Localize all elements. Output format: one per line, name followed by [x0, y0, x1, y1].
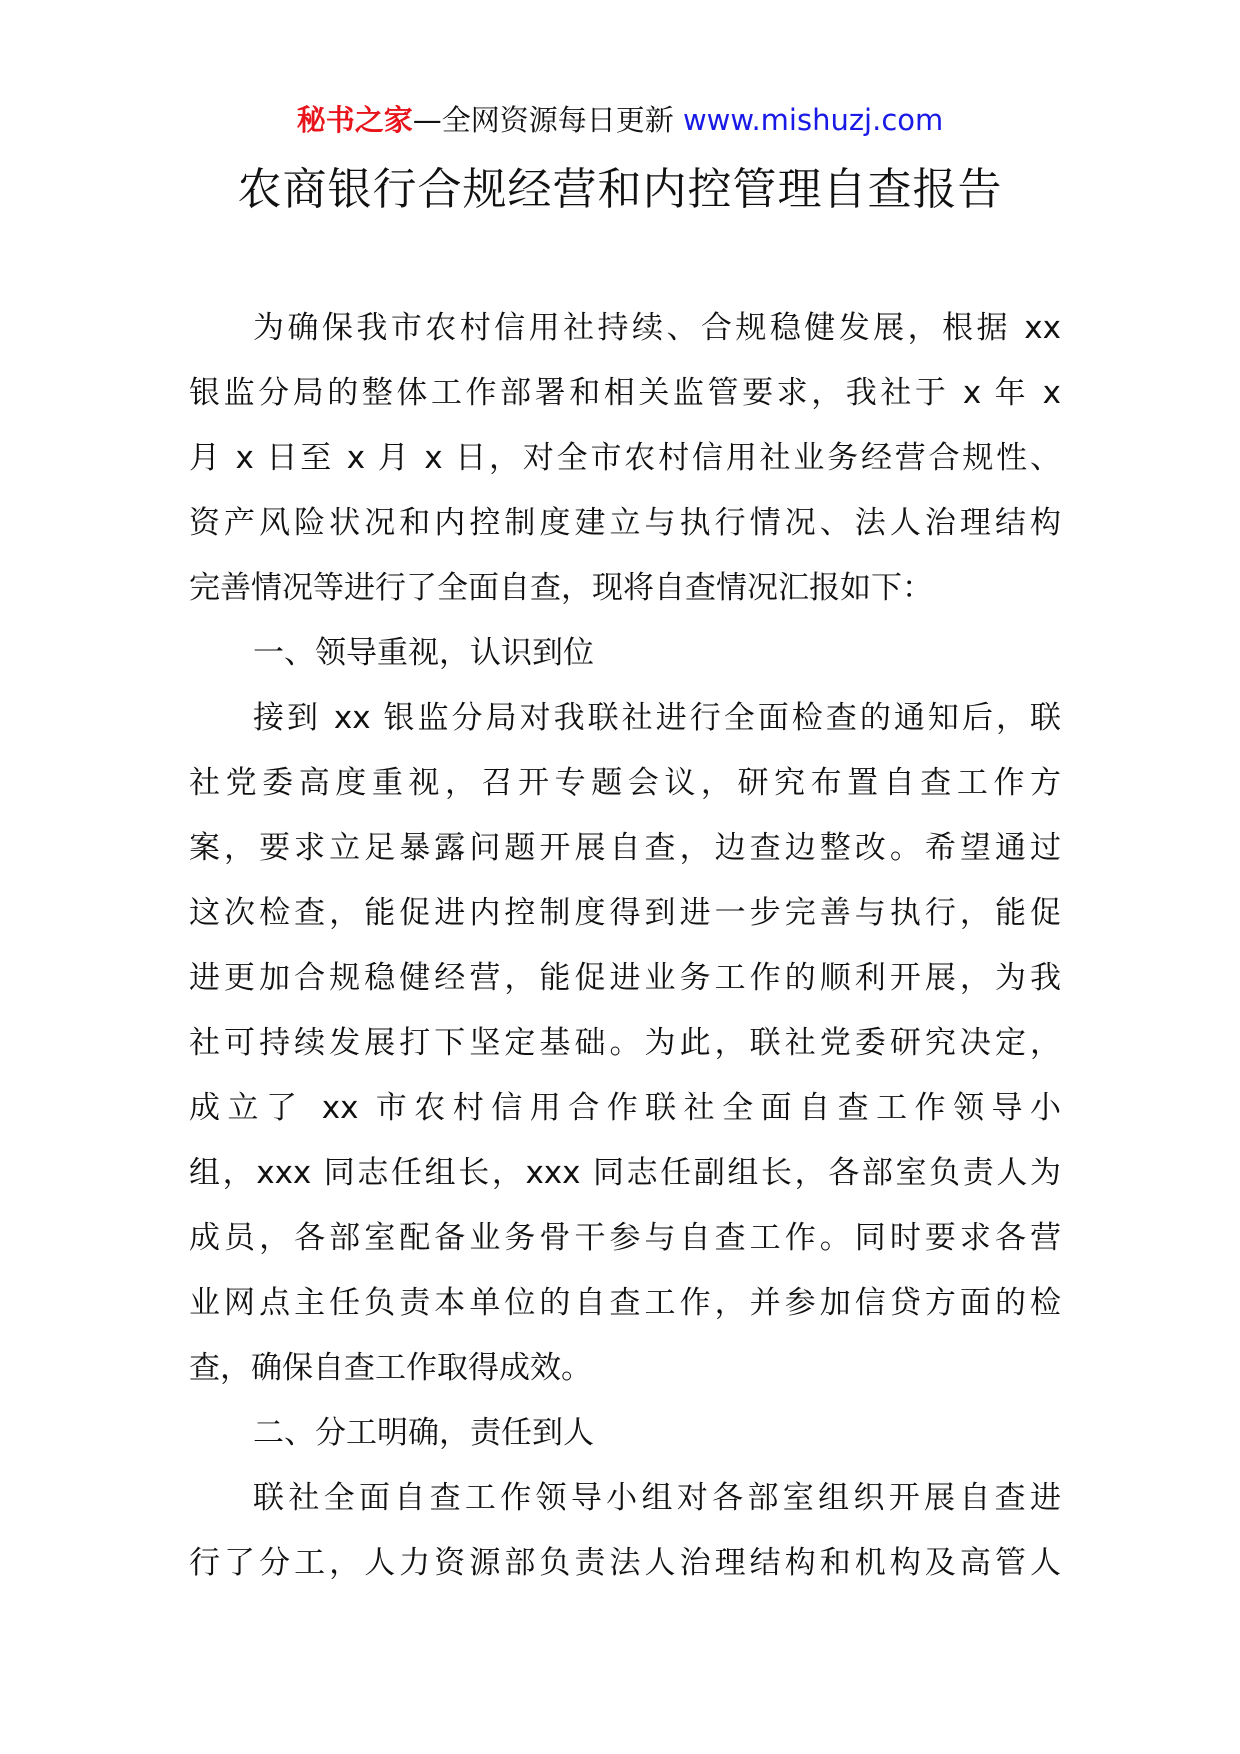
paragraph-line: 查，确保自查工作取得成效。	[189, 1350, 592, 1386]
site-header	[0, 100, 1240, 140]
paragraph-line: 银监分局的整体工作部署和相关监管要求，我社于 x 年 x	[189, 375, 1061, 411]
paragraph-line: 为确保我市农村信用社持续、合规稳健发展，根据 xx	[253, 310, 1061, 346]
paragraph-line: 进更加合规稳健经营，能促进业务工作的顺利开展，为我	[189, 960, 1061, 996]
document-title: 农商银行合规经营和内控管理自查报告	[237, 164, 1003, 215]
paragraph-line: 行了分工，人力资源部负责法人治理结构和机构及高管人	[189, 1545, 1061, 1581]
paragraph-line: 组，xxx 同志任组长，xxx 同志任副组长，各部室负责人为	[189, 1155, 1061, 1191]
paragraph-line: 接到 xx 银监分局对我联社进行全面检查的通知后，联	[253, 700, 1061, 736]
paragraph-line: 社党委高度重视，召开专题会议，研究布置自查工作方	[189, 765, 1061, 801]
paragraph-line: 业网点主任负责本单位的自查工作，并参加信贷方面的检	[189, 1285, 1061, 1321]
paragraph-line: 案，要求立足暴露问题开展自查，边查边整改。希望通过	[189, 830, 1061, 866]
paragraph-line: 资产风险状况和内控制度建立与执行情况、法人治理结构	[189, 505, 1061, 541]
paragraph-line: 成员，各部室配备业务骨干参与自查工作。同时要求各营	[189, 1220, 1061, 1256]
document-body	[189, 296, 1061, 1596]
paragraph-line: 成立了 xx 市农村信用合作联社全面自查工作领导小	[189, 1090, 1061, 1126]
header-slogan: —全网资源每日更新	[412, 103, 683, 137]
paragraph-line: 这次检查，能促进内控制度得到进一步完善与执行，能促	[189, 895, 1061, 931]
paragraph-line: 社可持续发展打下坚定基础。为此，联社党委研究决定，	[189, 1025, 1061, 1061]
paragraph-line: 月 x 日至 x 月 x 日，对全市农村信用社业务经营合规性、	[189, 440, 1061, 476]
brand-name: 秘书之家	[296, 103, 413, 137]
paragraph-line: 完善情况等进行了全面自查，现将自查情况汇报如下：	[189, 570, 933, 606]
section-heading: 一、领导重视，认识到位	[253, 635, 594, 671]
paragraph-line: 联社全面自查工作领导小组对各部室组织开展自查进	[253, 1480, 1061, 1516]
section-heading: 二、分工明确，责任到人	[253, 1415, 594, 1451]
site-url-link[interactable]: www.mishuzj.com	[682, 103, 944, 137]
